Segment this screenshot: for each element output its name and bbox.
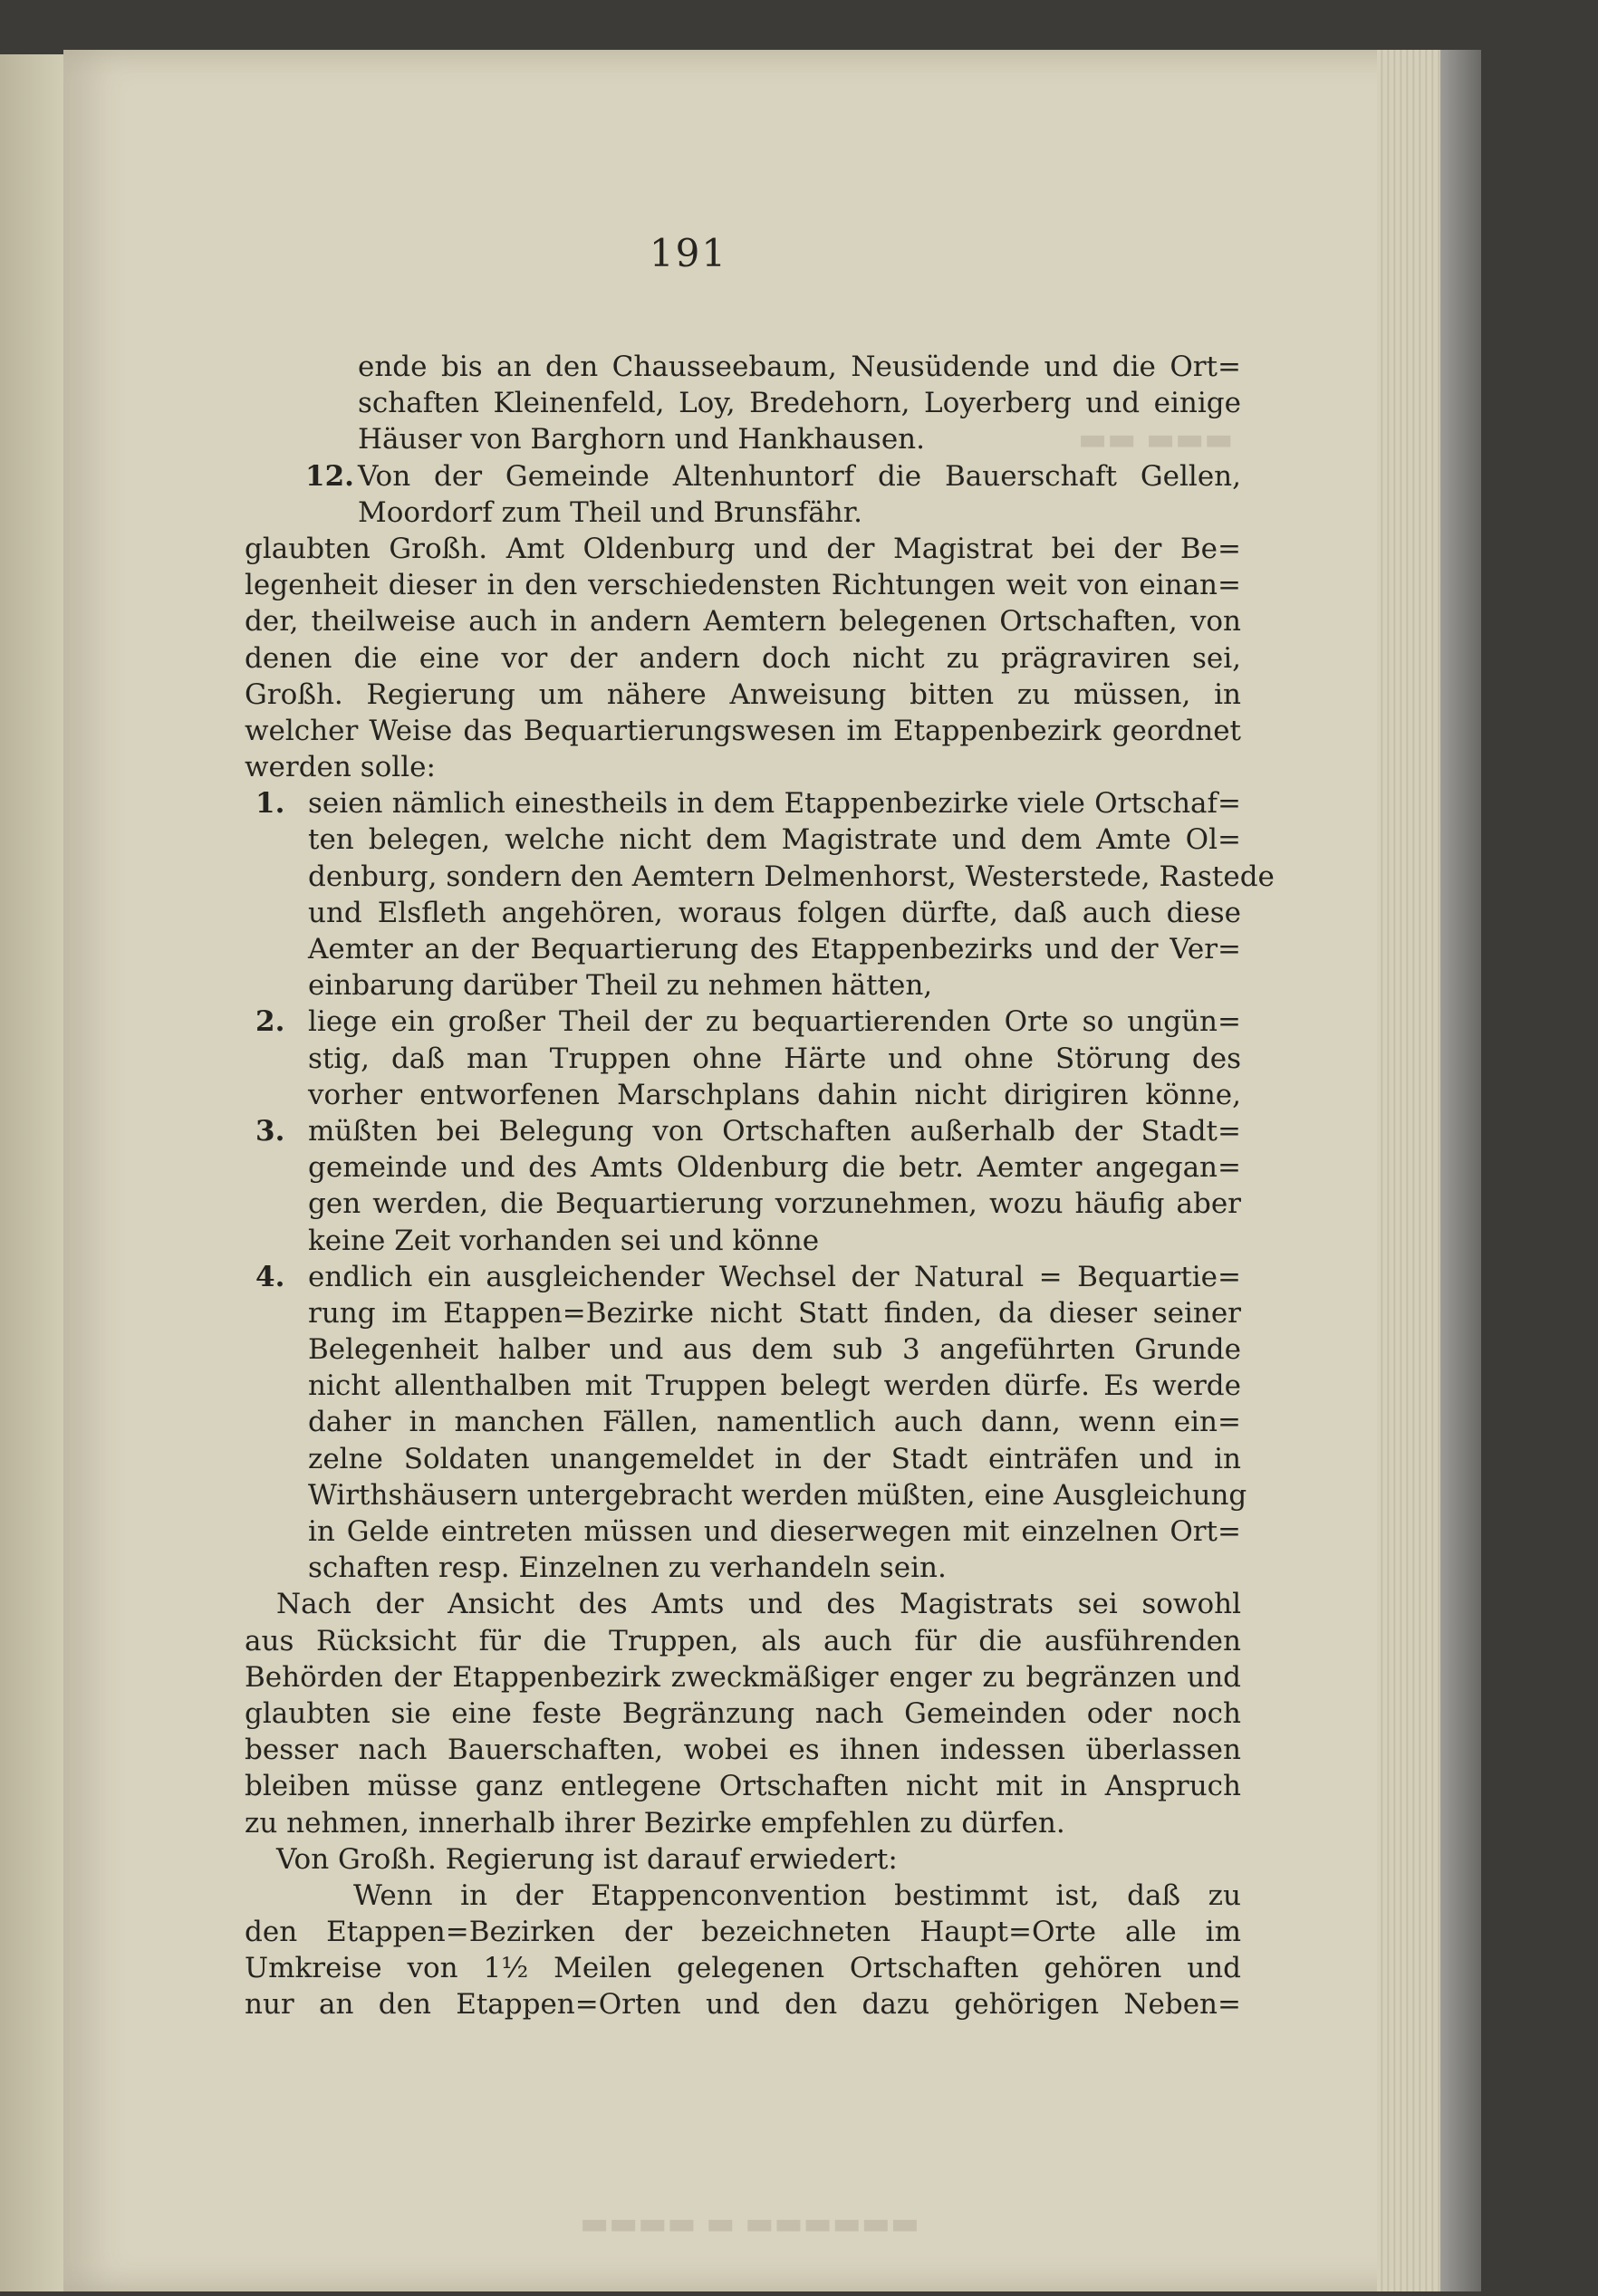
list-marker: 4. xyxy=(255,1260,285,1293)
text-line: bleiben müsse ganz entlegene Ortschaften nicht mit in Anspruch xyxy=(245,1770,1241,1803)
book-cover-edge xyxy=(1440,50,1481,2291)
text-line: Häuser von Barghorn und Hankhausen. xyxy=(358,423,925,456)
page-number: 191 xyxy=(649,231,728,275)
text-line: gen werden, die Bequartierung vorzunehmen, wozu häufig aber xyxy=(308,1187,1241,1221)
text-line: denburg, sondern den Aemtern Delmenhorst, Westerstede, Rastede xyxy=(308,860,1275,893)
list-marker: 2. xyxy=(255,1005,285,1039)
text-line: den Etappen=Bezirken der bezeichneten Haupt=Orte alle im xyxy=(245,1916,1241,1949)
text-line: der, theilweise auch in andern Aemtern belegenen Ortschaften, von xyxy=(245,605,1241,639)
text-line: endlich ein ausgleichender Wechsel der Natural = Bequartie= xyxy=(308,1260,1241,1293)
text-line: glaubten sie eine feste Begränzung nach Gemeinden oder noch xyxy=(245,1696,1241,1730)
text-line: liege ein großer Theil der zu bequartierenden Orte so ungün= xyxy=(308,1005,1241,1039)
body-text xyxy=(245,349,1275,2023)
text-line: einbarung darüber Theil zu nehmen hätten, xyxy=(308,969,933,1003)
text-line: Wenn in der Etappenconvention bestimmt ist, daß zu xyxy=(353,1878,1241,1912)
text-line: Großh. Regierung um nähere Anweisung bitten zu müssen, in xyxy=(245,677,1241,711)
previous-page-edge xyxy=(0,54,65,2291)
text-line: und Elsfleth angehören, woraus folgen dürfte, daß auch diese xyxy=(308,896,1241,929)
text-line: besser nach Bauerschaften, wobei es ihnen indessen überlassen xyxy=(245,1734,1241,1767)
show-through-text: ▬▬ ▬▬▬ xyxy=(1078,421,1234,457)
text-line: zelne Soldaten unangemeldet in der Stadt einträfen und in xyxy=(308,1442,1241,1475)
text-line: welcher Weise das Bequartierungswesen im Etappenbezirk geordnet xyxy=(245,714,1241,747)
text-line: Wirthshäusern untergebracht werden müßten, eine Ausgleichung xyxy=(308,1478,1247,1512)
text-line: Aemter an der Bequartierung des Etappenbezirks und der Ver= xyxy=(308,933,1241,965)
text-line: glaubten Großh. Amt Oldenburg und der Magistrat bei der Be= xyxy=(245,532,1241,565)
text-line: gemeinde und des Amts Oldenburg die betr. Aemter angegan= xyxy=(308,1151,1241,1185)
list-marker: 1. xyxy=(255,787,285,821)
text-line: schaften resp. Einzelnen zu verhandeln sein. xyxy=(308,1551,947,1585)
text-line: keine Zeit vorhanden sei und könne xyxy=(308,1224,820,1257)
text-line: in Gelde eintreten müssen und dieserwegen mit einzelnen Ort= xyxy=(308,1515,1241,1548)
text-line: werden solle: xyxy=(245,751,436,784)
text-line: Von der Gemeinde Altenhuntorf die Bauerschaft Gellen, xyxy=(358,459,1241,493)
text-line: ende bis an den Chausseebaum, Neusüdende und die Ort= xyxy=(358,351,1241,383)
text-line: seien nämlich einestheils in dem Etappenbezirke viele Ortschaf= xyxy=(308,787,1241,821)
text-line: nicht allenthalben mit Truppen belegt werden dürfe. Es werde xyxy=(308,1369,1241,1403)
book-page xyxy=(63,50,1440,2291)
show-through-text: ▬▬▬▬ ▬ ▬▬▬▬▬▬ xyxy=(580,2205,919,2242)
page-stack-edge xyxy=(1377,50,1440,2291)
text-line: Umkreise von 1½ Meilen gelegenen Ortschaften gehören und xyxy=(245,1952,1241,1985)
text-line: Nach der Ansicht des Amts und des Magistrats sei sowohl xyxy=(276,1588,1241,1621)
text-line: Moordorf zum Theil und Brunsfähr. xyxy=(358,495,863,529)
text-line: Belegenheit halber und aus dem sub 3 angeführten Grunde xyxy=(308,1333,1241,1367)
list-marker: 12. xyxy=(305,459,354,493)
text-line: müßten bei Belegung von Ortschaften außerhalb der Stadt= xyxy=(308,1114,1241,1148)
text-line: ten belegen, welche nicht dem Magistrate und dem Amte Ol= xyxy=(308,823,1241,857)
text-line: stig, daß man Truppen ohne Härte und ohne Störung des xyxy=(308,1042,1241,1075)
text-line: schaften Kleinenfeld, Loy, Bredehorn, Loyerberg und einige xyxy=(358,387,1241,420)
text-line: rung im Etappen=Bezirke nicht Statt finden, da dieser seiner xyxy=(308,1296,1241,1330)
text-line: nur an den Etappen=Orten und den dazu gehörigen Neben= xyxy=(245,1988,1241,2022)
text-line: vorher entworfenen Marschplans dahin nicht dirigiren könne, xyxy=(308,1078,1241,1111)
text-line: daher in manchen Fällen, namentlich auch dann, wenn ein= xyxy=(308,1406,1241,1439)
list-marker: 3. xyxy=(255,1114,285,1148)
text-line: legenheit dieser in den verschiedensten Richtungen weit von einan= xyxy=(245,569,1241,602)
text-line: Von Großh. Regierung ist darauf erwiedert: xyxy=(276,1842,898,1876)
text-line: Behörden der Etappenbezirk zweckmäßiger enger zu begränzen und xyxy=(245,1660,1241,1694)
text-line: denen die eine vor der andern doch nicht zu prägraviren sei, xyxy=(245,641,1241,675)
text-line: zu nehmen, innerhalb ihrer Bezirke empfehlen zu dürfen. xyxy=(245,1806,1065,1840)
text-line: aus Rücksicht für die Truppen, als auch für die ausführenden xyxy=(245,1624,1241,1657)
